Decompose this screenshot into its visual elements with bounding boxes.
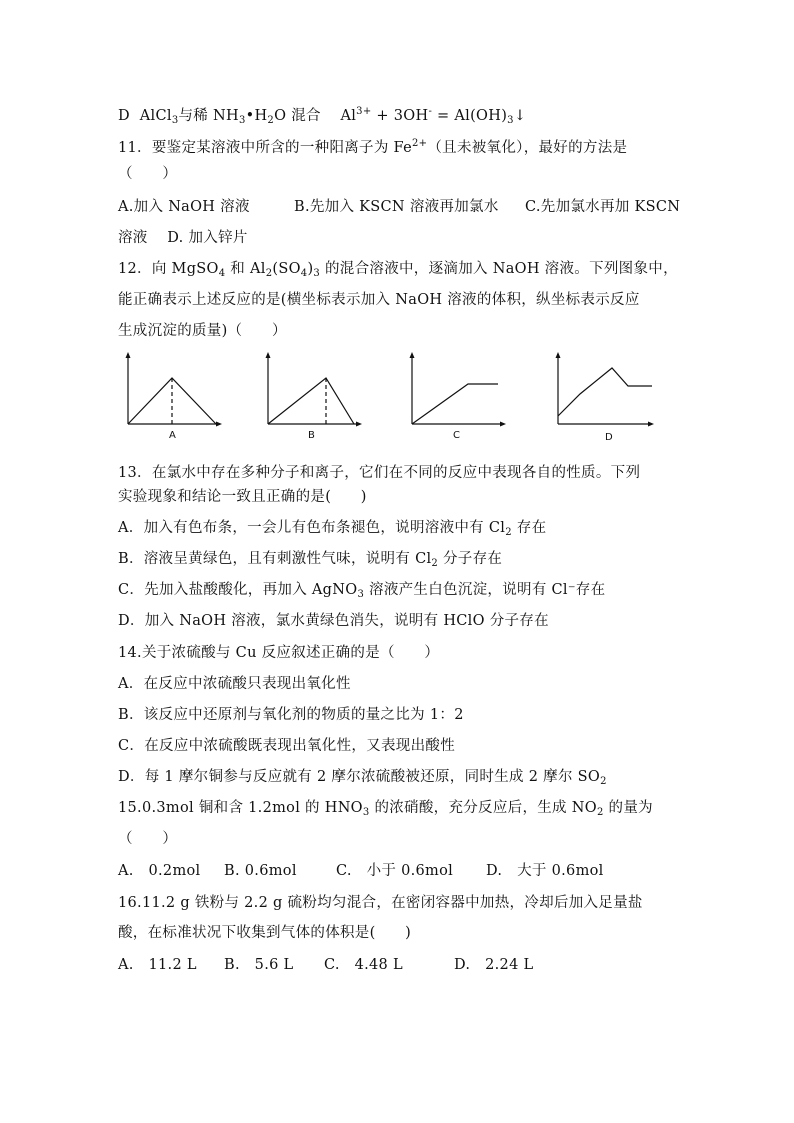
q11-sup: 2+ (412, 138, 428, 149)
q10-d-label: D (118, 108, 130, 124)
q15-options (118, 861, 678, 881)
q16-stem-line1: 16.11.2 g 铁粉与 2.2 g 硫粉均匀混合，在密闭容器中加热，冷却后加入足量盐 (118, 895, 643, 911)
eq-text: Al (340, 108, 357, 124)
q10-d-sub: 3 (238, 115, 246, 126)
q11-stem-text: 11．要鉴定某溶液中所含的一种阳离子为 Fe (118, 140, 413, 156)
q15-option-d: D. 大于 0.6mol (486, 863, 604, 879)
eq-text: + 3OH (371, 108, 429, 124)
q13-c-sub: 3 (357, 589, 365, 600)
q15-option-a: A. 0.2mol (118, 863, 201, 879)
q11-paren: （ ） (118, 166, 178, 182)
graph-c-label: C (453, 430, 460, 441)
q12-graphs (118, 352, 678, 444)
eq-sup: - (428, 106, 433, 117)
q16-option-a: A. 11.2 L (118, 957, 197, 973)
q12-text: 的混合溶液中，逐滴加入 NaOH 溶液。下列图象中， (320, 261, 678, 277)
q14-d-text: D．每 1 摩尔铜参与反应就有 2 摩尔浓硫酸被还原，同时生成 2 摩尔 SO (118, 769, 601, 785)
q15-stem (118, 798, 678, 823)
q16-option-d: D. 2.24 L (454, 957, 534, 973)
curve-b (268, 378, 354, 424)
q15-text: 的量为 (603, 800, 653, 816)
q10-d-sub: 2 (267, 115, 275, 126)
q10-d-equation (340, 108, 526, 124)
q14-option-b: B．该反应中还原剂与氧化剂的物质的量之比为 1：2 (118, 707, 464, 723)
q11-option-a: A.加入 NaOH 溶液 (118, 199, 250, 215)
q12-stem-line2: 能正确表示上述反应的是(横坐标表示加入 NaOH 溶液的体积，纵坐标表示反应 (118, 292, 640, 308)
q12-sub: 3 (313, 268, 321, 279)
q11-option-d: D. 加入锌片 (167, 230, 248, 246)
q10-d-sub: 3 (171, 115, 179, 126)
q15-option-b: B. 0.6mol (224, 863, 297, 879)
q10-d-text: O 混合 (274, 108, 321, 124)
q13-b-sub: 2 (431, 558, 439, 569)
q16-option-b: B. 5.6 L (224, 957, 294, 973)
q12-text: 12．向 MgSO (118, 261, 219, 277)
graph-d-label: D (605, 432, 613, 443)
q13-b-text: 分子存在 (438, 551, 503, 567)
q13-option-c (118, 580, 678, 605)
q15-text: 的浓硝酸，充分反应后，生成 NO (369, 800, 597, 816)
y-axis-arrow-icon (266, 352, 271, 358)
q15-sub: 2 (596, 807, 604, 818)
q11-option-c: C.先加氯水再加 KSCN (525, 199, 681, 215)
eq-text: = Al(OH) (432, 108, 508, 124)
q12-sub: 4 (218, 268, 226, 279)
graph-a-label: A (169, 430, 176, 441)
graph-b-label: B (308, 430, 315, 441)
y-axis-arrow-icon (126, 352, 131, 358)
q13-c-text: 溶液产生白色沉淀，说明有 Cl⁻存在 (364, 582, 606, 598)
q11-stem-text: （且未被氧化），最好的方法是 (427, 140, 628, 156)
q14-d-sub: 2 (600, 776, 607, 787)
q13-c-text: C．先加入盐酸酸化，再加入 AgNO (118, 582, 358, 598)
q12-sub: 4 (300, 268, 308, 279)
q13-a-text: 存在 (511, 520, 547, 536)
q14-option-c: C．在反应中浓硫酸既表现出氧化性，又表现出酸性 (118, 738, 455, 754)
q16-options (118, 955, 678, 975)
q12-sub: 2 (265, 268, 273, 279)
q10-option-d (118, 102, 678, 131)
q12-text: (SO (272, 261, 301, 277)
x-axis-arrow-icon (356, 422, 362, 427)
q10-d-text: 与稀 NH (178, 108, 239, 124)
q13-b-text: B．溶液呈黄绿色，且有刺激性气味，说明有 Cl (118, 551, 432, 567)
y-axis-arrow-icon (410, 352, 415, 358)
q14-option-d (118, 767, 678, 792)
curve-c (412, 384, 498, 424)
q13-a-text: A．加入有色布条，一会儿有色布条褪色，说明溶液中有 Cl (118, 520, 506, 536)
x-axis-arrow-icon (648, 422, 654, 427)
q11-options (118, 197, 681, 217)
x-axis-arrow-icon (216, 422, 222, 427)
q15-option-c: C. 小于 0.6mol (336, 863, 454, 879)
q12-stem-line3: 生成沉淀的质量)（ ） (118, 323, 287, 339)
q15-text: 15.0.3mol 铜和含 1.2mol 的 HNO (118, 800, 363, 816)
graph-d (552, 352, 656, 444)
q14-stem: 14.关于浓硫酸与 Cu 反应叙述正确的是（ ） (118, 645, 440, 661)
q11-stem (118, 134, 678, 158)
precipitate-arrow: ↓ (513, 108, 527, 124)
q13-option-b (118, 549, 678, 574)
q10-d-text: AlCl (139, 108, 172, 124)
q15-paren: （ ） (118, 831, 178, 847)
graph-b (262, 352, 362, 444)
eq-sup: 3+ (356, 106, 372, 117)
q12-stem-line1 (118, 259, 678, 284)
graph-a (122, 352, 222, 444)
q13-stem-line2: 实验现象和结论一致且正确的是( ) (118, 489, 367, 505)
q13-option-a (118, 518, 678, 543)
q12-text: ) (307, 261, 314, 277)
y-axis-arrow-icon (556, 352, 561, 358)
q12-text: 和 Al (225, 261, 266, 277)
graph-c (406, 352, 506, 444)
q16-option-c: C. 4.48 L (324, 957, 403, 973)
q15-sub: 3 (362, 807, 370, 818)
q13-stem-line1: 13．在氯水中存在多种分子和离子，它们在不同的反应中表现各自的性质。下列 (118, 465, 641, 481)
q11-option-b: B.先加入 KSCN 溶液再加氯水 (294, 199, 499, 215)
q11-options-cont (118, 228, 678, 248)
q10-d-text: •H (245, 108, 268, 124)
q16-stem-line2: 酸，在标准状况下收集到气体的体积是( ) (118, 925, 412, 941)
eq-sub: 3 (507, 115, 514, 126)
q13-a-sub: 2 (505, 527, 512, 538)
q13-option-d: D．加入 NaOH 溶液，氯水黄绿色消失，说明有 HClO 分子存在 (118, 613, 549, 629)
curve-d (558, 368, 652, 416)
q14-option-a: A．在反应中浓硫酸只表现出氧化性 (118, 676, 351, 692)
x-axis-arrow-icon (500, 422, 506, 427)
q11-option-c-cont: 溶液 (118, 230, 148, 246)
